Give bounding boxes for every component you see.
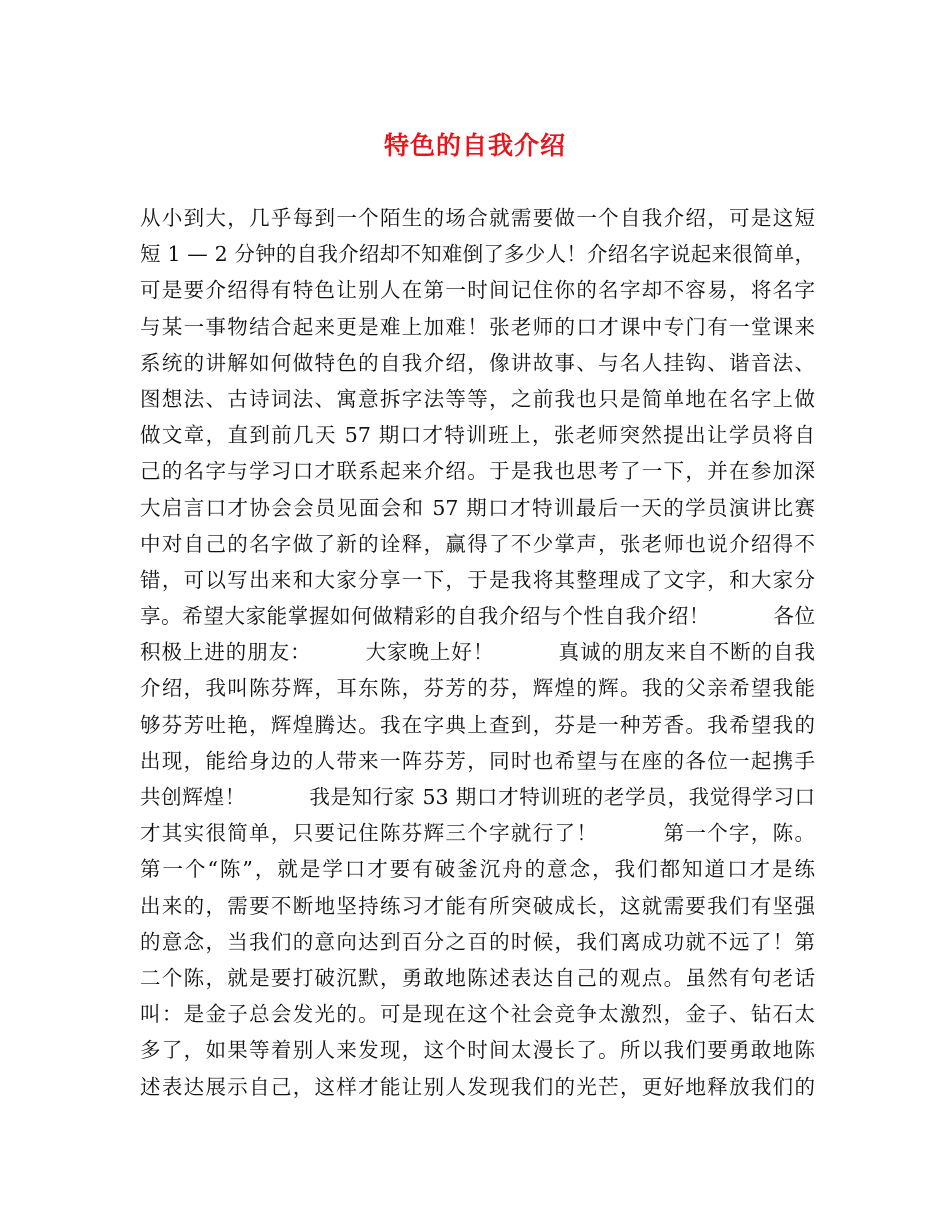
body-line: 积极上进的朋友： 大家晚上好！ 真诚的朋友来自不断的自我 [140,640,815,665]
body-line: 与某一事物结合起来更是难上加难！张老师的口才课中专门有一堂课来 [140,314,815,339]
body-line: 出现，能给身边的人带来一阵芬芳，同时也希望与在座的各位一起携手 [140,748,815,773]
body-line: 出来的，需要不断地坚持练习才能有所突破成长，这就需要我们有坚强 [140,893,815,918]
body-line: 做文章，直到前几天 57 期口才特训班上，张老师突然提出让学员将自 [140,423,815,448]
body-line: 够芬芳吐艳，辉煌腾达。我在字典上查到，芬是一种芳香。我希望我的 [140,712,815,737]
body-line: 的意念，当我们的意向达到百分之百的时候，我们离成功就不远了！第 [140,929,815,954]
body-line: 错，可以写出来和大家分享一下，于是我将其整理成了文字，和大家分 [140,567,815,592]
body-line: 系统的讲解如何做特色的自我介绍，像讲故事、与名人挂钩、谐音法、 [140,350,815,375]
body-line: 述表达展示自己，这样才能让别人发现我们的光芒，更好地释放我们的 [140,1074,815,1099]
body-line: 二个陈，就是要打破沉默，勇敢地陈述表达自己的观点。虽然有句老话 [140,965,815,990]
document-title: 特色的自我介绍 [383,131,566,160]
body-line: 中对自己的名字做了新的诠释，赢得了不少掌声，张老师也说介绍得不 [140,531,815,556]
body-line: 共创辉煌！ 我是知行家 53 期口才特训班的老学员，我觉得学习口 [140,785,815,809]
body-line: 第一个“陈”，就是学口才要有破釜沉舟的意念，我们都知道口才是练 [140,857,815,882]
body-line: 才其实很简单，只要记住陈芬辉三个字就行了！ 第一个字，陈。 [140,821,815,846]
body-line: 大启言口才协会会员见面会和 57 期口才特训最后一天的学员演讲比赛 [140,495,815,520]
body-line: 介绍，我叫陈芬辉，耳东陈，芬芳的芬，辉煌的辉。我的父亲希望我能 [140,676,815,701]
body-line: 己的名字与学习口才联系起来介绍。于是我也思考了一下，并在参加深 [140,459,815,484]
document-body [140,200,815,1105]
body-line: 叫：是金子总会发光的。可是现在这个社会竞争太激烈，金子、钻石太 [140,1002,815,1027]
body-line: 多了，如果等着别人来发现，这个时间太漫长了。所以我们要勇敢地陈 [140,1038,815,1063]
body-line: 图想法、古诗词法、寓意拆字法等等，之前我也只是简单地在名字上做 [140,386,815,411]
body-line: 短 1 — 2 分钟的自我介绍却不知难倒了多少人！介绍名字说起来很简单， [140,242,815,267]
body-line: 可是要介绍得有特色让别人在第一时间记住你的名字却不容易，将名字 [140,278,815,303]
body-line: 从小到大，几乎每到一个陌生的场合就需要做一个自我介绍，可是这短 [140,206,815,230]
body-line: 享。希望大家能掌握如何做精彩的自我介绍与个性自我介绍！ 各位 [140,604,815,629]
